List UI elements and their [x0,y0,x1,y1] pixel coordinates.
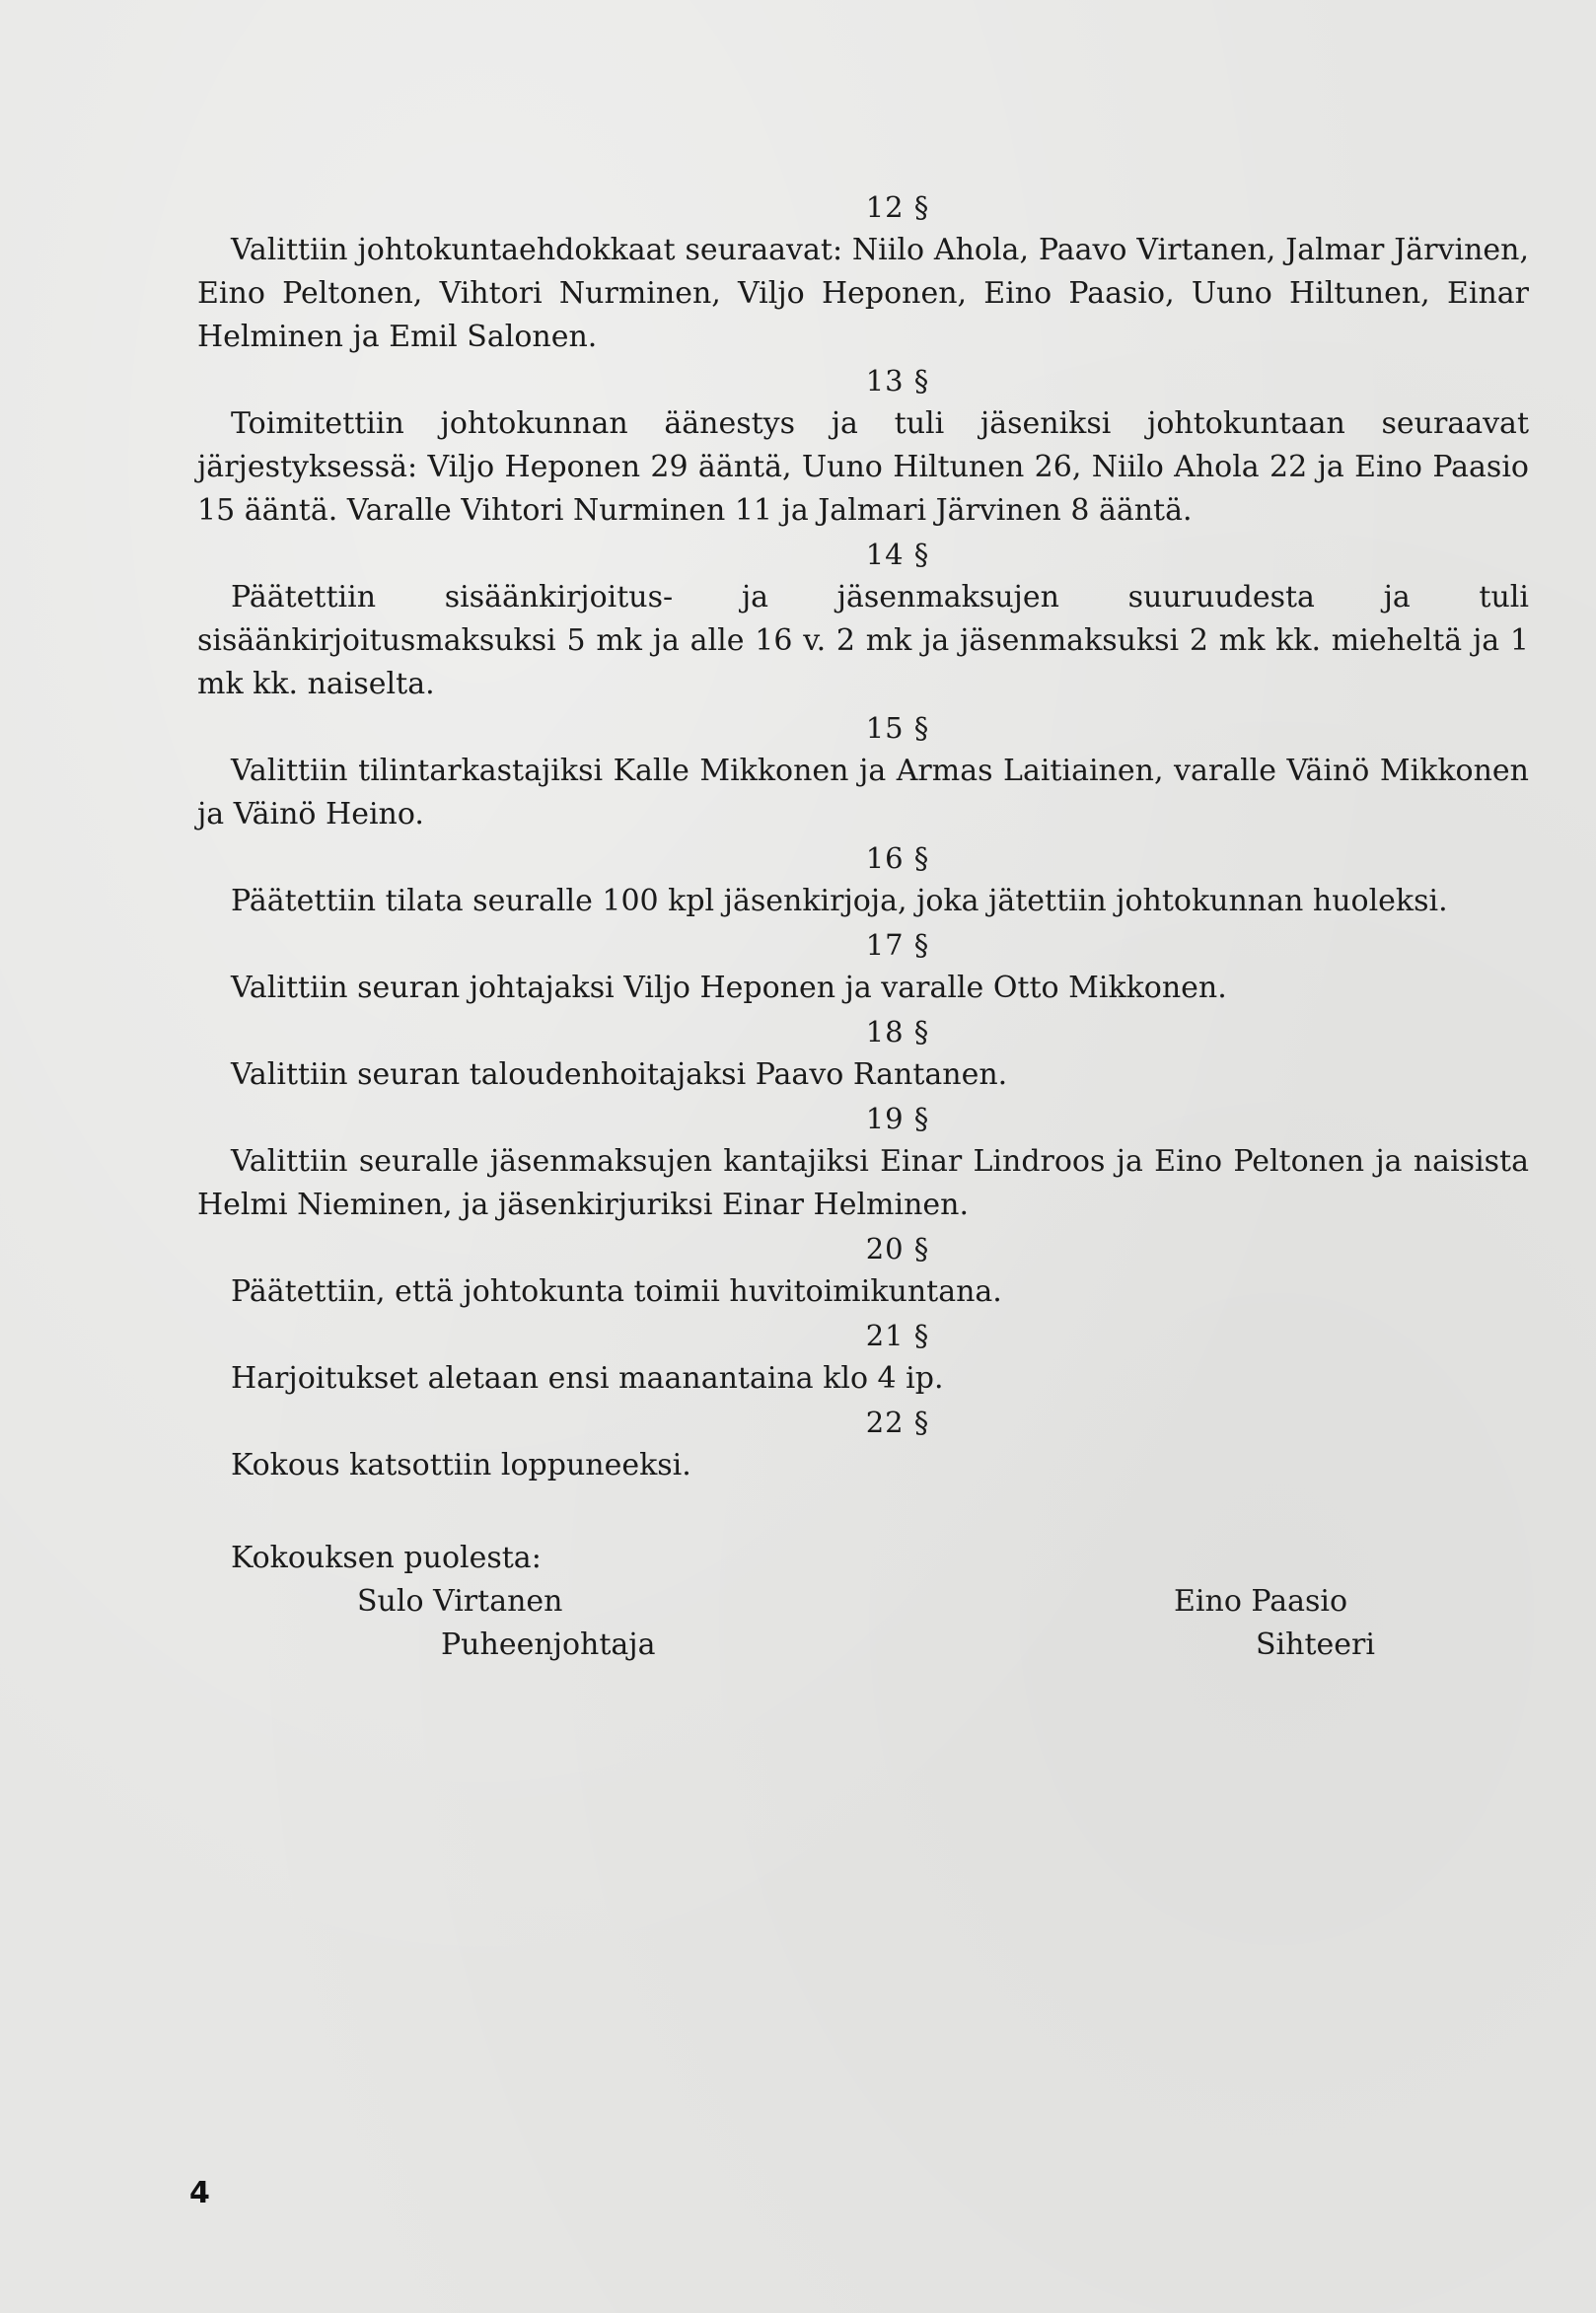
section-text: Päätettiin sisäänkirjoitus- ja jäsenmaksujen suuruudesta ja tuli sisäänkirjoitusmaksuksi 5 mk ja alle 16 v. 2 mk ja jäsenmaksuksi 2 mk kk. mieheltä ja 1 mk kk. naiselta. [197,580,1529,701]
section-text: Valittiin johtokuntaehdokkaat seuraavat: Niilo Ahola, Paavo Virtanen, Jalmar Järvinen, Eino Peltonen, Vihtori Nurminen, Viljo Heponen, Eino Paasio, Uuno Hiltunen, Einar Helminen ja Emil Salonen. [197,233,1529,354]
secretary-role: Sihteeri [1256,1627,1375,1662]
section-17 [197,923,1529,1010]
section-text: Harjoitukset aletaan ensi maanantaina klo 4 ip. [231,1361,944,1396]
section-text: Kokous katsottiin loppuneeksi. [231,1448,691,1482]
section-number: 17 § [865,928,930,962]
section-number: 18 § [865,1015,930,1048]
section-text: Valittiin seuralle jäsenmaksujen kantajiksi Einar Lindroos ja Eino Peltonen ja naisista Helmi Nieminen, ja jäsenkirjuriksi Einar Helminen. [197,1144,1529,1222]
signature-roles-row [197,1624,1529,1667]
section-number: 14 § [865,538,930,571]
section-19 [197,1097,1529,1227]
section-number: 20 § [865,1232,930,1265]
section-text: Päätettiin, että johtokunta toimii huvitoimikuntana. [231,1274,1002,1309]
section-number: 12 § [865,190,930,224]
section-20 [197,1227,1529,1314]
section-15 [197,706,1529,836]
section-text: Valittiin tilintarkastajiksi Kalle Mikkonen ja Armas Laitiainen, varalle Väinö Mikkonen ja Väinö Heino. [197,754,1529,831]
section-14 [197,533,1529,706]
chair-role: Puheenjohtaja [441,1627,656,1662]
signoff-label: Kokouksen puolesta: [231,1541,542,1575]
signature-block [197,1537,1529,1667]
section-16 [197,836,1529,923]
section-12 [197,185,1529,359]
page-number: 4 [189,2176,210,2210]
section-number: 16 § [865,841,930,875]
secretary-name: Eino Paasio [1174,1584,1348,1619]
chair-name: Sulo Virtanen [357,1584,563,1619]
section-number: 19 § [865,1102,930,1135]
section-13 [197,359,1529,533]
section-number: 21 § [865,1319,930,1352]
minutes-content [197,185,1529,1667]
section-text: Valittiin seuran taloudenhoitajaksi Paavo Rantanen. [231,1057,1008,1092]
section-18 [197,1010,1529,1097]
section-number: 22 § [865,1406,930,1439]
section-text: Päätettiin tilata seuralle 100 kpl jäsenkirjoja, joka jätettiin johtokunnan huoleksi. [231,884,1448,918]
section-22 [197,1401,1529,1487]
section-text: Valittiin seuran johtajaksi Viljo Heponen ja varalle Otto Mikkonen. [231,971,1227,1005]
signature-names-row [197,1580,1529,1624]
section-number: 13 § [865,364,930,398]
section-number: 15 § [865,711,930,745]
section-21 [197,1314,1529,1401]
section-text: Toimitettiin johtokunnan äänestys ja tuli jäseniksi johtokuntaan seuraavat järjestyksessä: Viljo Heponen 29 ääntä, Uuno Hiltunen 26, Niilo Ahola 22 ja Eino Paasio 15 ääntä. Varalle Vihtori Nurminen 11 ja Jalmari Järvinen 8 ääntä. [197,406,1529,528]
